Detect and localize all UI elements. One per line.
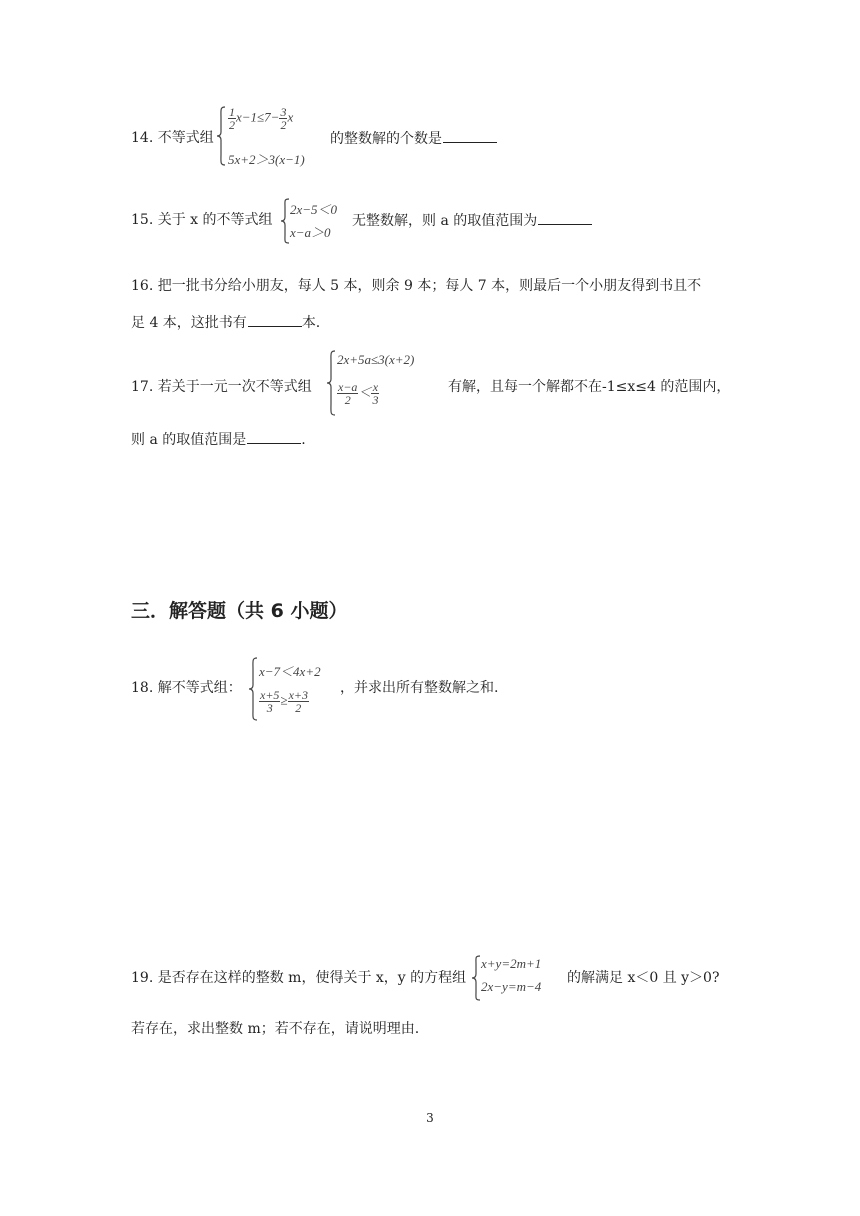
page-number: 3 bbox=[426, 1111, 434, 1125]
q17-eq-line2: $\frac{x-a}{2}$ ＜ $\frac{x}{3}$ bbox=[338, 380, 379, 407]
q15-suffix: 无整数解，则 a 的取值范围为 bbox=[352, 210, 592, 231]
q14-frac2: $\frac{3}{2}$ bbox=[280, 105, 287, 132]
q18-frac-a: $\frac{x+5}{3}$ bbox=[260, 688, 280, 715]
q14-eq-line1: $\frac{1}{2}$ x−1≤7− $\frac{3}{2}$ x bbox=[229, 105, 294, 132]
q14-suffix: 的整数解的个数是 bbox=[330, 128, 497, 149]
q14-eq-line2: 5x+2＞3(x−1) bbox=[228, 152, 305, 167]
q17-frac-b: $\frac{x}{3}$ bbox=[372, 380, 379, 407]
q19-eq-line2: 2x−y=m−4 bbox=[481, 979, 542, 994]
answer-blank bbox=[443, 128, 497, 143]
q17-brace bbox=[326, 350, 336, 416]
q14-brace bbox=[216, 106, 226, 166]
q17-frac-a: $\frac{x-a}{2}$ bbox=[338, 380, 358, 407]
q16-line1: 16. 把一批书分给小朋友，每人 5 本，则余 9 本；每人 7 本，则最后一个小朋友得到书且不 bbox=[131, 278, 702, 294]
q17-prefix: 17. 若关于一元一次不等式组 bbox=[131, 379, 312, 395]
q14-prefix: 14. 不等式组 bbox=[131, 130, 214, 146]
answer-blank bbox=[538, 210, 592, 225]
answer-blank bbox=[248, 312, 302, 327]
section-title: 三．解答题（共 6 小题） bbox=[131, 600, 348, 622]
q17-suffix: 有解，且每一个解都不在-1≤x≤4 的范围内， bbox=[448, 379, 731, 395]
q18-eq-line1: x−7＜4x+2 bbox=[259, 664, 321, 679]
q19-brace bbox=[471, 955, 481, 1001]
q17-line2: 则 a 的取值范围是 . bbox=[131, 429, 306, 450]
answer-blank bbox=[247, 429, 301, 444]
q15-prefix: 15. 关于 x 的不等式组 bbox=[131, 212, 273, 228]
q15-eq-line1: 2x−5＜0 bbox=[290, 202, 338, 217]
q14-frac1: $\frac{1}{2}$ bbox=[229, 105, 235, 132]
q15-eq-line2: x−a＞0 bbox=[290, 225, 331, 240]
q18-frac-b: $\frac{x+3}{2}$ bbox=[288, 688, 309, 715]
q18-eq-line2: $\frac{x+5}{3}$ ≥ $\frac{x+3}{2}$ bbox=[260, 688, 309, 715]
q18-brace bbox=[248, 657, 258, 721]
q19-prefix: 19. 是否存在这样的整数 m，使得关于 x，y 的方程组 bbox=[131, 970, 467, 986]
q17-eq-line1: 2x+5a≤3(x+2) bbox=[337, 352, 415, 367]
q19-eq-line1: x+y=2m+1 bbox=[481, 956, 542, 971]
q18-prefix: 18. 解不等式组： bbox=[131, 680, 242, 696]
q19-suffix: 的解满足 x＜0 且 y＞0? bbox=[567, 970, 720, 986]
q15-brace bbox=[280, 198, 290, 244]
q18-suffix: ，并求出所有整数解之和. bbox=[340, 680, 499, 696]
q16-line2: 足 4 本，这批书有 本. bbox=[131, 312, 320, 333]
q19-line2: 若存在，求出整数 m；若不存在，请说明理由. bbox=[131, 1021, 420, 1037]
